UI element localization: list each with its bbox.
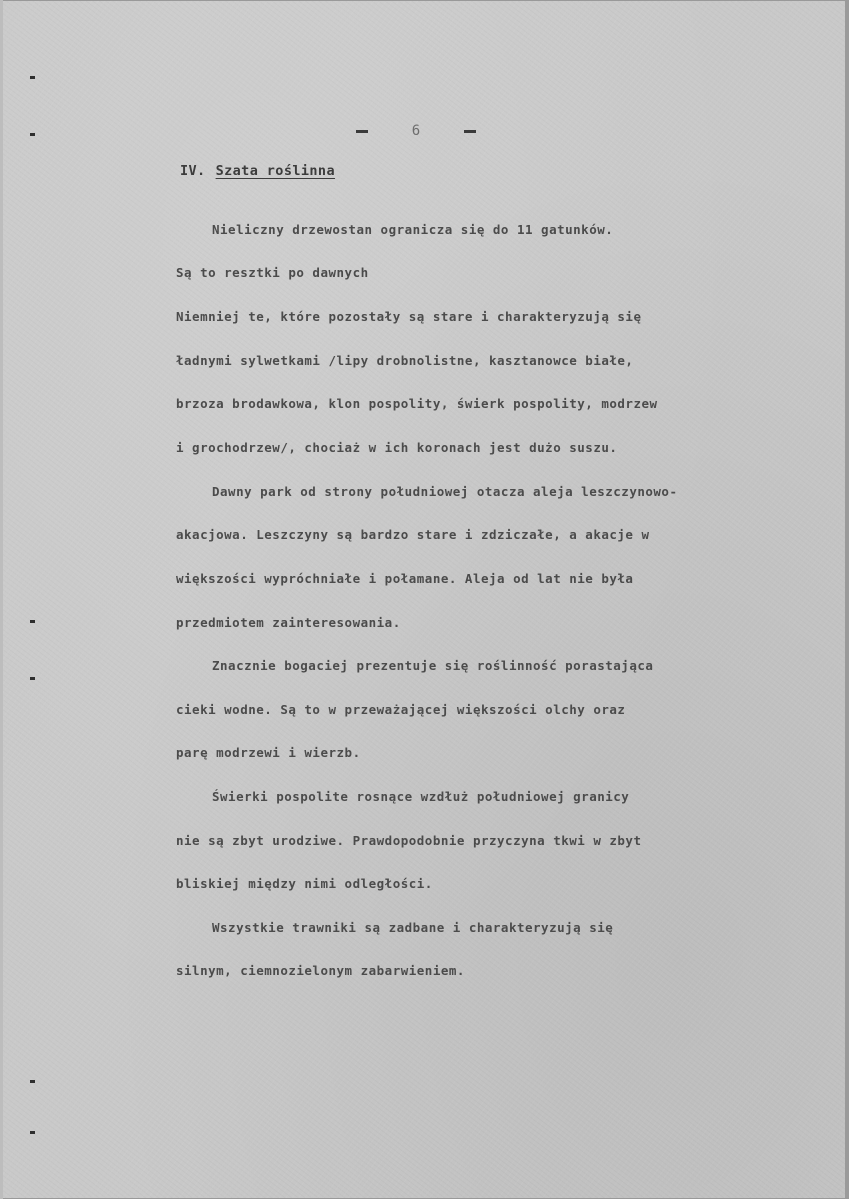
text-line: Świerki pospolite rosnące wzdłuż południowej granicy [212,789,630,804]
text-line: Nieliczny drzewostan ogranicza się do 11 gatunków. [212,222,614,237]
page-number [356,123,476,139]
page-number-value: 6 [411,123,421,139]
page-edge [845,0,849,1199]
text-line: ładnymi sylwetkami /lipy drobnolistne, kasztanowce białe, [176,353,634,368]
text-line: Dawny park od strony południowej otacza aleja leszczynowo- [212,484,678,499]
section-heading [180,163,335,179]
margin-mark [30,677,35,680]
margin-mark [30,1080,35,1083]
section-number: IV. [180,163,206,179]
text-line: silnym, ciemnozielonym zabarwieniem. [176,963,465,978]
text-line: przedmiotem zainteresowania. [176,615,401,630]
section-title: Szata roślinna [215,163,335,179]
text-line: większości wypróchniałe i połamane. Aleja od lat nie była [176,571,634,586]
text-line: brzoza brodawkowa, klon pospolity, świerk pospolity, modrzew [176,396,658,411]
text-line: akacjowa. Leszczyny są bardzo stare i zdziczałe, a akacje w [176,527,650,542]
text-line: bliskiej między nimi odległości. [176,876,433,891]
margin-mark [30,1131,35,1134]
text-line: Są to resztki po dawnych [176,265,369,280]
margin-mark [30,76,35,79]
dash-left [356,130,368,133]
text-line: cieki wodne. Są to w przeważającej większości olchy oraz [176,702,626,717]
text-line: nie są zbyt urodziwe. Prawdopodobnie przyczyna tkwi w zbyt [176,833,642,848]
margin-mark [30,133,35,136]
text-line: Wszystkie trawniki są zadbane i charakteryzują się [212,920,614,935]
text-line: Niemniej te, które pozostały są stare i charakteryzują się [176,309,642,324]
text-line: parę modrzewi i wierzb. [176,745,361,760]
text-line: i grochodrzew/, chociaż w ich koronach jest dużo suszu. [176,440,618,455]
dash-right [464,130,476,133]
margin-mark [30,620,35,623]
text-line: Znacznie bogaciej prezentuje się roślinność porastająca [212,658,654,673]
